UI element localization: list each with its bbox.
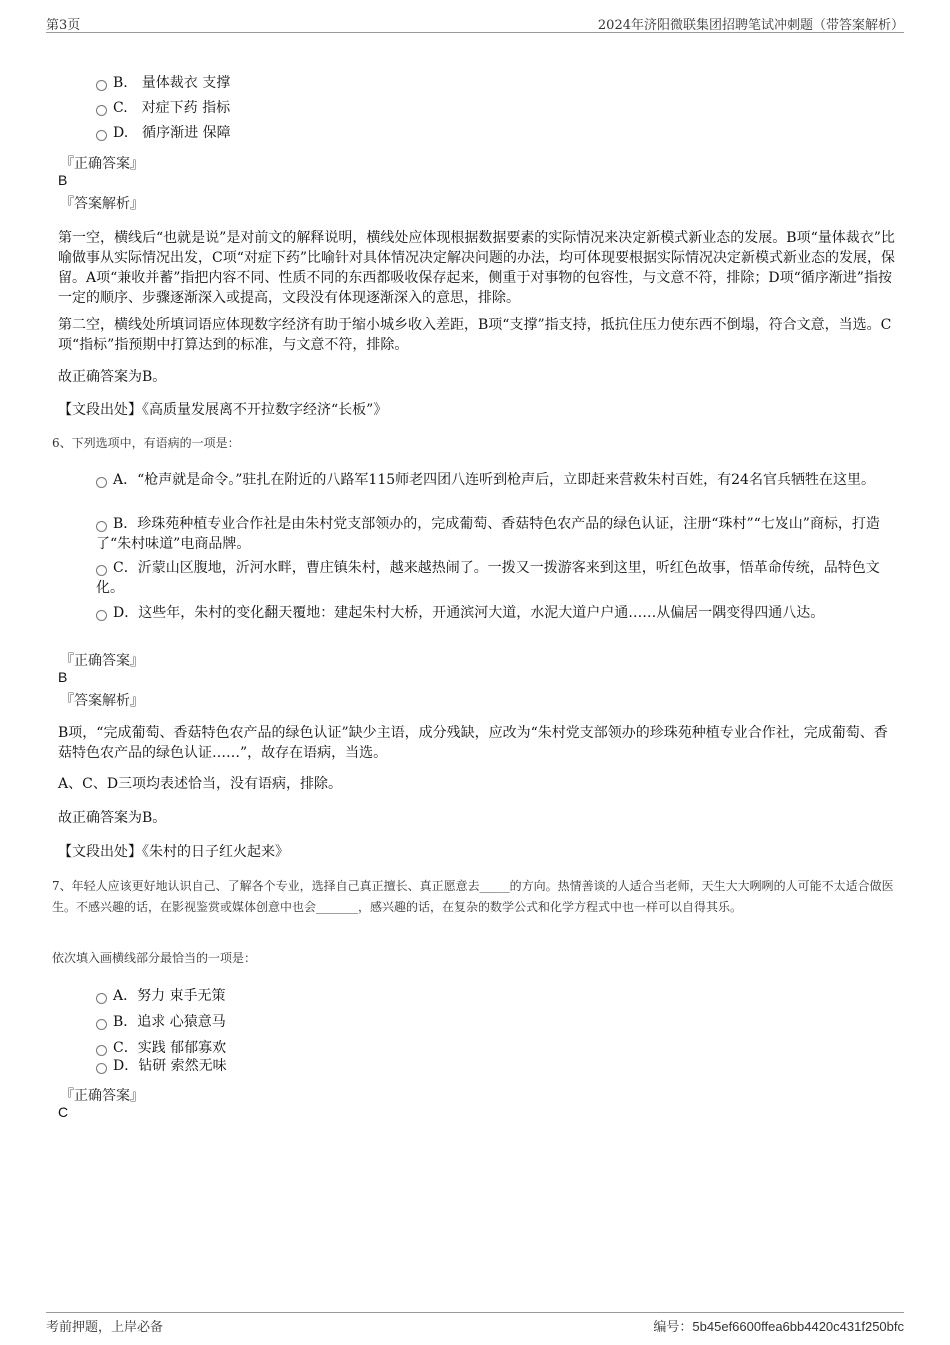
q6-analysis-paragraph-1: B项，“完成葡萄、香菇特色农产品的绿色认证”缺少主语，成分残缺，应改为“朱村党支部领办的珍珠苑种植专业合作社，完成葡萄、香菇特色农产品的绿色认证……”，故存在语病，当选。: [58, 725, 888, 761]
page-footer: [46, 1312, 904, 1336]
q5-source: 【文段出处】《高质量发展离不开拉数字经济“长板”》: [58, 402, 388, 418]
q6-conclusion: 故正确答案为B。: [58, 810, 167, 826]
q7-answer: C: [58, 1104, 69, 1120]
q5-option-c[interactable]: C. 对症下药 指标: [96, 98, 230, 118]
document-serial: 编号：5b45ef6600ffea6bb4420c431f250bfc: [653, 1319, 904, 1334]
q6-answer: B: [58, 669, 68, 685]
page-header: [46, 14, 904, 33]
footer-slogan: 考前押题，上岸必备: [46, 1320, 164, 1335]
radio-icon[interactable]: [96, 521, 107, 532]
document-title: 2024年济阳微联集团招聘笔试冲刺题（带答案解析）: [597, 18, 904, 33]
q6-option-d[interactable]: D．这些年，朱村的变化翻天覆地：建起朱村大桥，开通滨河大道，水泥大道户户通……从偏居一隅变得四通八达。: [96, 603, 896, 623]
radio-icon[interactable]: [96, 105, 107, 116]
q5-option-d[interactable]: D. 循序渐进 保障: [96, 123, 231, 143]
q5-answer: B: [58, 172, 68, 188]
q6-option-c[interactable]: C．沂蒙山区腹地，沂河水畔，曹庄镇朱村，越来越热闹了。一拨又一拨游客来到这里，听红色故事，悟革命传统，品特色文化。: [96, 560, 880, 596]
q6-analysis-label: 『答案解析』: [60, 693, 144, 709]
q5-analysis-paragraph-2: 第二空，横线处所填词语应体现数字经济有助于缩小城乡收入差距，B项“支撑”指支持，抵抗住压力使东西不倒塌，符合文意，当选。C项“指标”指预期中打算达到的标准，与文意不符，排除。: [58, 317, 892, 353]
q6-answer-label: 『正确答案』: [60, 653, 144, 669]
radio-icon[interactable]: [96, 1045, 107, 1056]
q6-analysis-paragraph-2: A、C、D三项均表述恰当，没有语病，排除。: [58, 776, 343, 792]
q5-answer-label: 『正确答案』: [60, 156, 144, 172]
radio-icon[interactable]: [96, 477, 107, 488]
q5-analysis-paragraph-1: 第一空，横线后“也就是说”是对前文的解释说明，横线处应体现根据数据要素的实际情况来决定新模式新业态的发展。B项“量体裁衣”比喻做事从实际情况出发，C项“对症下药”比喻针对具体情况决定解决问题的办法，均可体现要根据实际情况决定新模式新业态的发展，保留。A项“兼收并蓄”指把内容不同、性质不同的东西都吸收保存起来，侧重于对事物的包容性，与文意不符，排除；D项“循序渐进”指按一定的顺序、步骤逐渐深入或提高，文段没有体现逐渐深入的意思，排除。: [58, 230, 896, 306]
radio-icon[interactable]: [96, 1019, 107, 1030]
q7-stem: 7、年轻人应该更好地认识自己、了解各个专业，选择自己真正擅长、真正愿意去_____的方向。热情善谈的人适合当老师，天生大大咧咧的人可能不太适合做医生。不感兴趣的话，在影视鉴赏或媒体创意中也会_______，感兴趣的话，在复杂的数学公式和化学方程式中也一样可以自得其乐。: [52, 879, 894, 914]
q6-stem: 6、下列选项中，有语病的一项是：: [52, 436, 240, 450]
q5-option-b[interactable]: B. 量体裁衣 支撑: [96, 73, 230, 93]
q6-option-b[interactable]: B．珍珠苑种植专业合作社是由朱村党支部领办的，完成葡萄、香菇特色农产品的绿色认证，注册“珠村”“七岌山”商标，打造了“朱村味道”电商品牌。: [96, 516, 880, 552]
q7-instruction: 依次填入画横线部分最恰当的一项是：: [52, 951, 257, 965]
page-number: 第3页: [46, 18, 81, 33]
q5-conclusion: 故正确答案为B。: [58, 369, 167, 385]
q6-option-a[interactable]: A．“枪声就是命令。”驻扎在附近的八路军115师老四团八连听到枪声后，立即赶来营救朱村百姓，有24名官兵牺牲在这里。: [96, 470, 896, 490]
radio-icon[interactable]: [96, 993, 107, 1004]
q7-option-a[interactable]: A．努力 束手无策: [96, 986, 226, 1006]
q7-answer-label: 『正确答案』: [60, 1088, 144, 1104]
radio-icon[interactable]: [96, 80, 107, 91]
radio-icon[interactable]: [96, 610, 107, 621]
q5-analysis-label: 『答案解析』: [60, 196, 144, 212]
q7-option-b[interactable]: B．追求 心猿意马: [96, 1012, 226, 1032]
radio-icon[interactable]: [96, 130, 107, 141]
radio-icon[interactable]: [96, 1063, 107, 1074]
radio-icon[interactable]: [96, 565, 107, 576]
q7-option-c[interactable]: C．实践 郁郁寡欢: [96, 1038, 226, 1058]
q7-option-d[interactable]: D．钻研 索然无味: [96, 1056, 227, 1076]
q6-source: 【文段出处】《朱村的日子红火起来》: [58, 844, 289, 860]
